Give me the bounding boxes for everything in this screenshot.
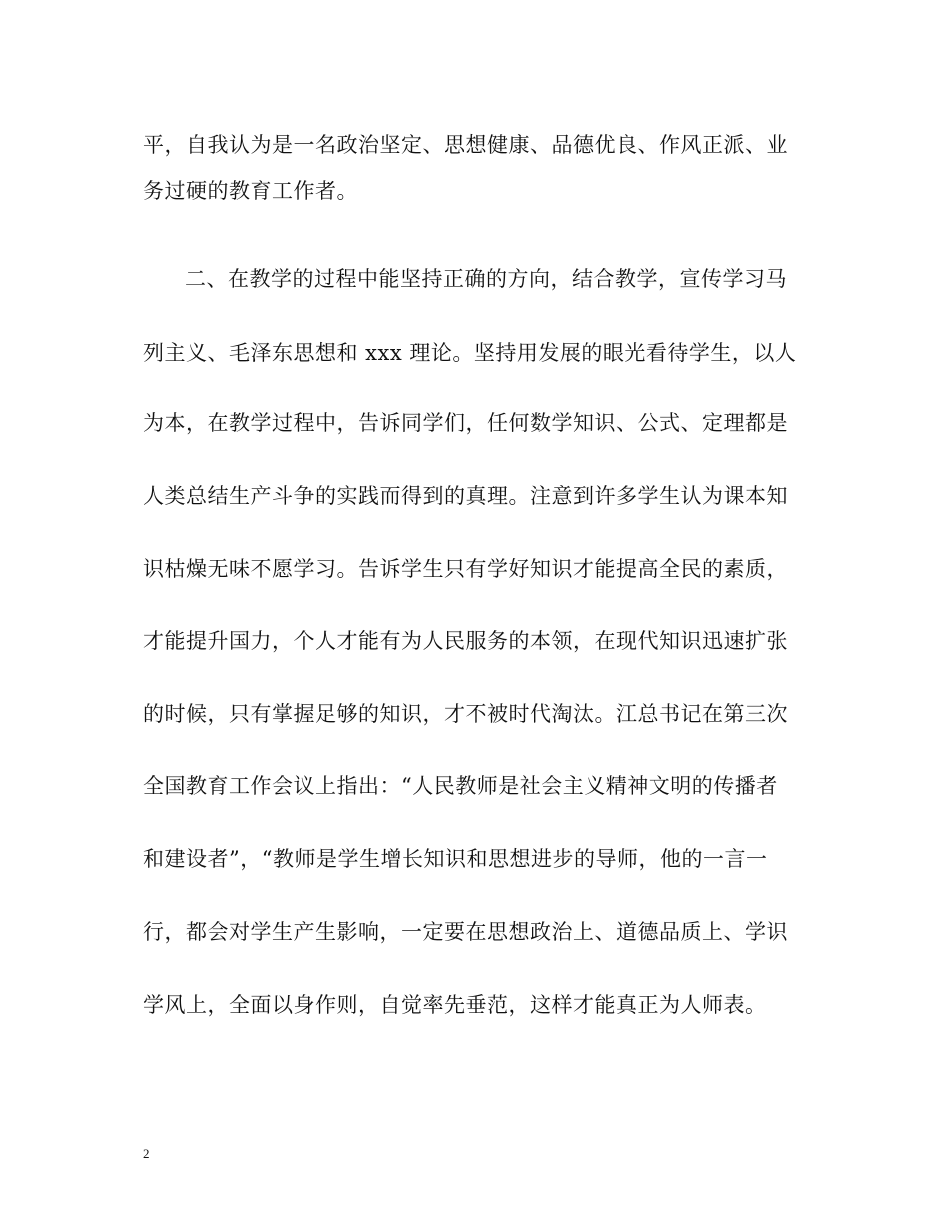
paragraph-line: 识枯燥无味不愿学习。告诉学生只有学好知识才能提高全民的素质， <box>143 557 788 581</box>
paragraph-line: 和建设者”，“教师是学生增长知识和思想进步的导师，他的一言一 <box>143 847 768 871</box>
paragraph-line: 行，都会对学生产生影响，一定要在思想政治上、道德品质上、学识 <box>143 920 788 944</box>
paragraph-line: 务过硬的教育工作者。 <box>143 179 358 203</box>
paragraph-line: 才能提升国力，个人才能有为人民服务的本领，在现代知识迅速扩张 <box>143 629 788 653</box>
paragraph-line: 为本，在教学过程中，告诉同学们，任何数学知识、公式、定理都是 <box>143 411 788 435</box>
paragraph-line: 全国教育工作会议上指出：“人民教师是社会主义精神文明的传播者 <box>143 774 778 798</box>
paragraph-line: 二、在教学的过程中能坚持正确的方向，结合教学，宣传学习马 <box>185 267 787 291</box>
paragraph-line: 人类总结生产斗争的实践而得到的真理。注意到许多学生认为课本知 <box>143 484 788 508</box>
paragraph-line: 学风上，全面以身作则，自觉率先垂范，这样才能真正为人师表。 <box>143 993 767 1017</box>
paragraph-line: 平，自我认为是一名政治坚定、思想健康、品德优良、作风正派、业 <box>143 133 788 157</box>
page-number: 2 <box>143 1146 150 1161</box>
paragraph-line: 列主义、毛泽东思想和 xxx 理论。坚持用发展的眼光看待学生，以人 <box>143 341 797 365</box>
paragraph-line: 的时候，只有掌握足够的知识，才不被时代淘汰。江总书记在第三次 <box>143 702 788 726</box>
